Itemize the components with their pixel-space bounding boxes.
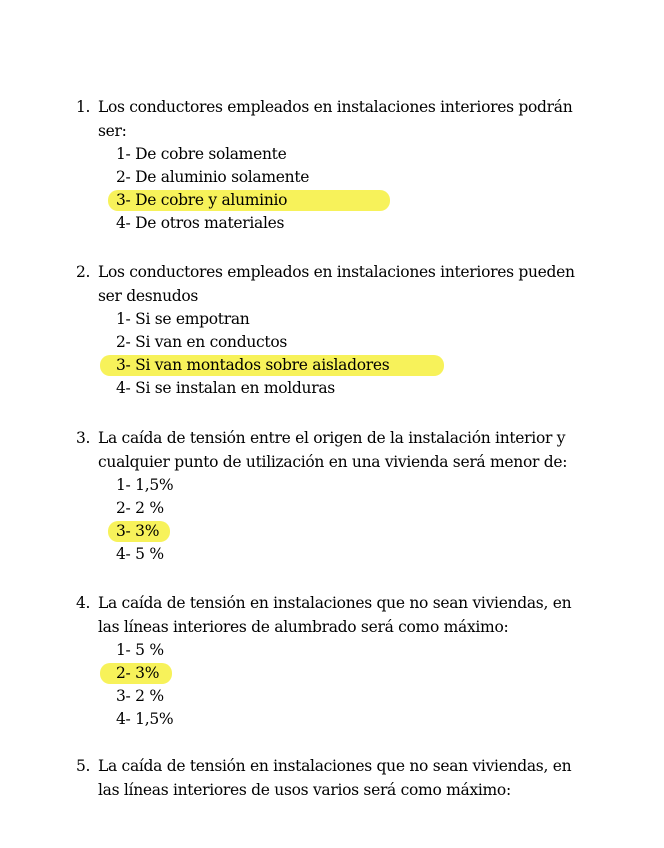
question-2-option-3-highlighted bbox=[76, 354, 616, 377]
option-text: 1- 5 % bbox=[116, 641, 164, 659]
question-3-line-1 bbox=[76, 426, 616, 450]
question-2-text-line-2: ser desnudos bbox=[98, 287, 199, 305]
question-4-option-2-highlighted bbox=[76, 662, 616, 685]
question-1-number: 1. bbox=[76, 98, 91, 116]
question-2 bbox=[76, 260, 616, 400]
question-4-option-4 bbox=[76, 708, 616, 731]
question-3-option-4 bbox=[76, 543, 616, 566]
question-5-text-line-2: las líneas interiores de usos varios será como máximo: bbox=[98, 781, 511, 799]
question-4-text-line-2: las líneas interiores de alumbrado será como máximo: bbox=[98, 618, 509, 636]
question-3-text-line-1: La caída de tensión entre el origen de la instalación interior y bbox=[98, 429, 566, 447]
question-2-options bbox=[76, 308, 616, 400]
question-2-number: 2. bbox=[76, 263, 91, 281]
question-2-option-2 bbox=[76, 331, 616, 354]
option-text: 2- 2 % bbox=[116, 499, 164, 517]
question-1-line-1 bbox=[76, 95, 616, 119]
question-5 bbox=[76, 754, 616, 802]
option-text: 1- 1,5% bbox=[116, 476, 174, 494]
option-text: 3- 2 % bbox=[116, 687, 164, 705]
option-text: 1- De cobre solamente bbox=[116, 145, 287, 163]
question-5-text-line-1: La caída de tensión en instalaciones que no sean viviendas, en bbox=[98, 757, 572, 775]
option-text: 1- Si se empotran bbox=[116, 310, 250, 328]
question-4-option-3 bbox=[76, 685, 616, 708]
question-2-option-1 bbox=[76, 308, 616, 331]
question-4-number: 4. bbox=[76, 594, 91, 612]
question-2-text-line-1: Los conductores empleados en instalaciones interiores pueden bbox=[98, 263, 575, 281]
question-1-option-3-highlighted bbox=[76, 189, 616, 212]
option-text: 3- Si van montados sobre aisladores bbox=[116, 356, 390, 374]
question-1-option-4 bbox=[76, 212, 616, 235]
question-5-number: 5. bbox=[76, 757, 91, 775]
option-text: 4- De otros materiales bbox=[116, 214, 285, 232]
question-4-text-line-1: La caída de tensión en instalaciones que no sean viviendas, en bbox=[98, 594, 572, 612]
question-3-options bbox=[76, 474, 616, 566]
question-4-line-1 bbox=[76, 591, 616, 615]
question-2-line-1 bbox=[76, 260, 616, 284]
option-text: 3- De cobre y aluminio bbox=[116, 191, 288, 209]
question-2-option-4 bbox=[76, 377, 616, 400]
option-text: 2- 3% bbox=[116, 664, 160, 682]
question-1-text-line-1: Los conductores empleados en instalaciones interiores podrán bbox=[98, 98, 573, 116]
question-1 bbox=[76, 95, 616, 235]
question-5-line-1 bbox=[76, 754, 616, 778]
option-text: 4- 1,5% bbox=[116, 710, 174, 728]
option-text: 2- De aluminio solamente bbox=[116, 168, 310, 186]
option-text: 2- Si van en conductos bbox=[116, 333, 288, 351]
option-text: 3- 3% bbox=[116, 522, 160, 540]
question-3-option-3-highlighted bbox=[76, 520, 616, 543]
question-4-options bbox=[76, 639, 616, 731]
question-1-options bbox=[76, 143, 616, 235]
question-1-option-2 bbox=[76, 166, 616, 189]
option-text: 4- Si se instalan en molduras bbox=[116, 379, 335, 397]
question-3 bbox=[76, 426, 616, 566]
question-4 bbox=[76, 591, 616, 731]
question-3-option-1 bbox=[76, 474, 616, 497]
question-3-text-line-2: cualquier punto de utilización en una vivienda será menor de: bbox=[98, 453, 568, 471]
question-1-option-1 bbox=[76, 143, 616, 166]
question-4-option-1 bbox=[76, 639, 616, 662]
question-3-option-2 bbox=[76, 497, 616, 520]
question-1-text-line-2: ser: bbox=[98, 122, 127, 140]
question-3-number: 3. bbox=[76, 429, 91, 447]
option-text: 4- 5 % bbox=[116, 545, 164, 563]
